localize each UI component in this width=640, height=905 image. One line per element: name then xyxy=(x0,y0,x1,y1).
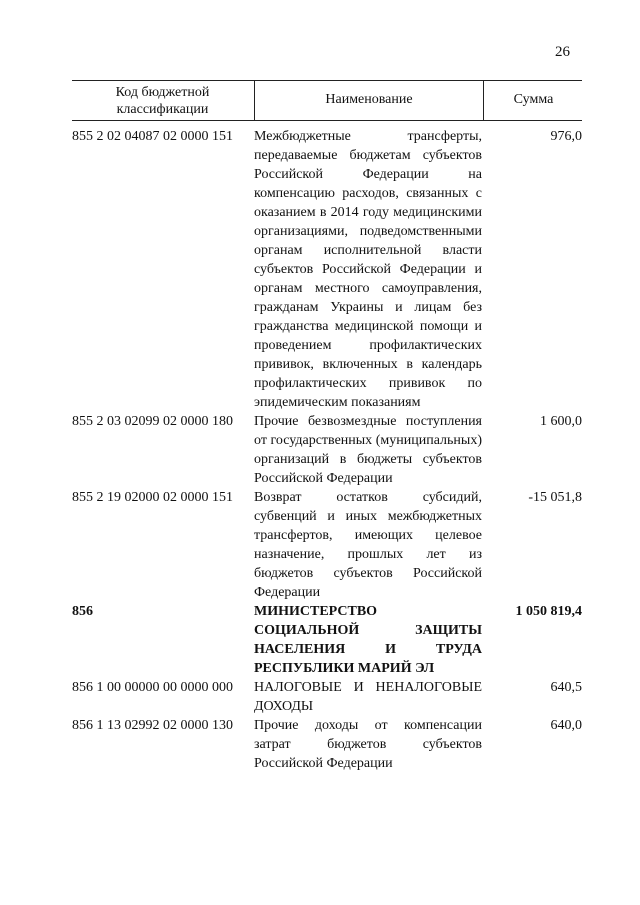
row-sum: 640,5 xyxy=(550,680,582,695)
row-name: НАЛОГОВЫЕ И НЕНАЛОГОВЫЕ ДОХОДЫ xyxy=(254,680,482,714)
budget-table xyxy=(72,80,582,773)
table-body xyxy=(72,121,582,773)
row-code: 855 2 03 02099 02 0000 180 xyxy=(72,414,233,429)
header-name: Наименование xyxy=(325,92,413,107)
row-code: 856 1 13 02992 02 0000 130 xyxy=(72,718,233,733)
row-sum: 640,0 xyxy=(550,718,582,733)
row-sum: 976,0 xyxy=(550,129,582,144)
row-sum: 1 600,0 xyxy=(540,414,582,429)
row-sum: 1 050 819,4 xyxy=(515,604,582,619)
row-code: 855 2 19 02000 02 0000 151 xyxy=(72,490,233,505)
table-row xyxy=(72,716,582,773)
table-row xyxy=(72,678,582,716)
header-divider xyxy=(483,81,484,120)
page-number: 26 xyxy=(555,44,570,60)
row-sum: -15 051,8 xyxy=(528,490,582,505)
row-name: Прочие доходы от компенсации затрат бюджетов субъектов Российской Федерации xyxy=(254,718,482,771)
table-header xyxy=(72,80,582,121)
row-code: 855 2 02 04087 02 0000 151 xyxy=(72,129,233,144)
row-name: Возврат остатков субсидий, субвенций и иных межбюджетных трансфертов, имеющих целевое назначение, прошлых лет из бюджетов субъектов Российской Федерации xyxy=(254,490,482,600)
table-row xyxy=(72,127,582,412)
row-name: МИНИСТЕРСТВО СОЦИАЛЬНОЙ ЗАЩИТЫ НАСЕЛЕНИЯ И ТРУДА РЕСПУБЛИКИ МАРИЙ ЭЛ xyxy=(254,604,482,676)
row-name: Прочие безвозмездные поступления от государственных (муниципальных) организаций в бюджеты субъектов Российской Федерации xyxy=(254,414,482,486)
header-code: Код бюджетной классификации xyxy=(115,85,210,117)
table-row-ministry xyxy=(72,602,582,678)
table-row xyxy=(72,412,582,488)
table-row xyxy=(72,488,582,602)
row-name: Межбюджетные трансферты, передаваемые бюджетам субъектов Российской Федерации на компенсацию расходов, связанных с оказанием в 2014 году медицинскими организациями, подведомственными органам исполнительной власти субъектов Российской Федерации и органам местного самоуправления, гражданам Украины и лицам без гражданства медицинской помощи и проведением профилактических прививок, включенных в календарь профилактических прививок по эпидемическим показаниям xyxy=(254,129,482,410)
row-code: 856 1 00 00000 00 0000 000 xyxy=(72,680,233,695)
header-sum: Сумма xyxy=(513,92,554,107)
row-code: 856 xyxy=(72,604,93,619)
